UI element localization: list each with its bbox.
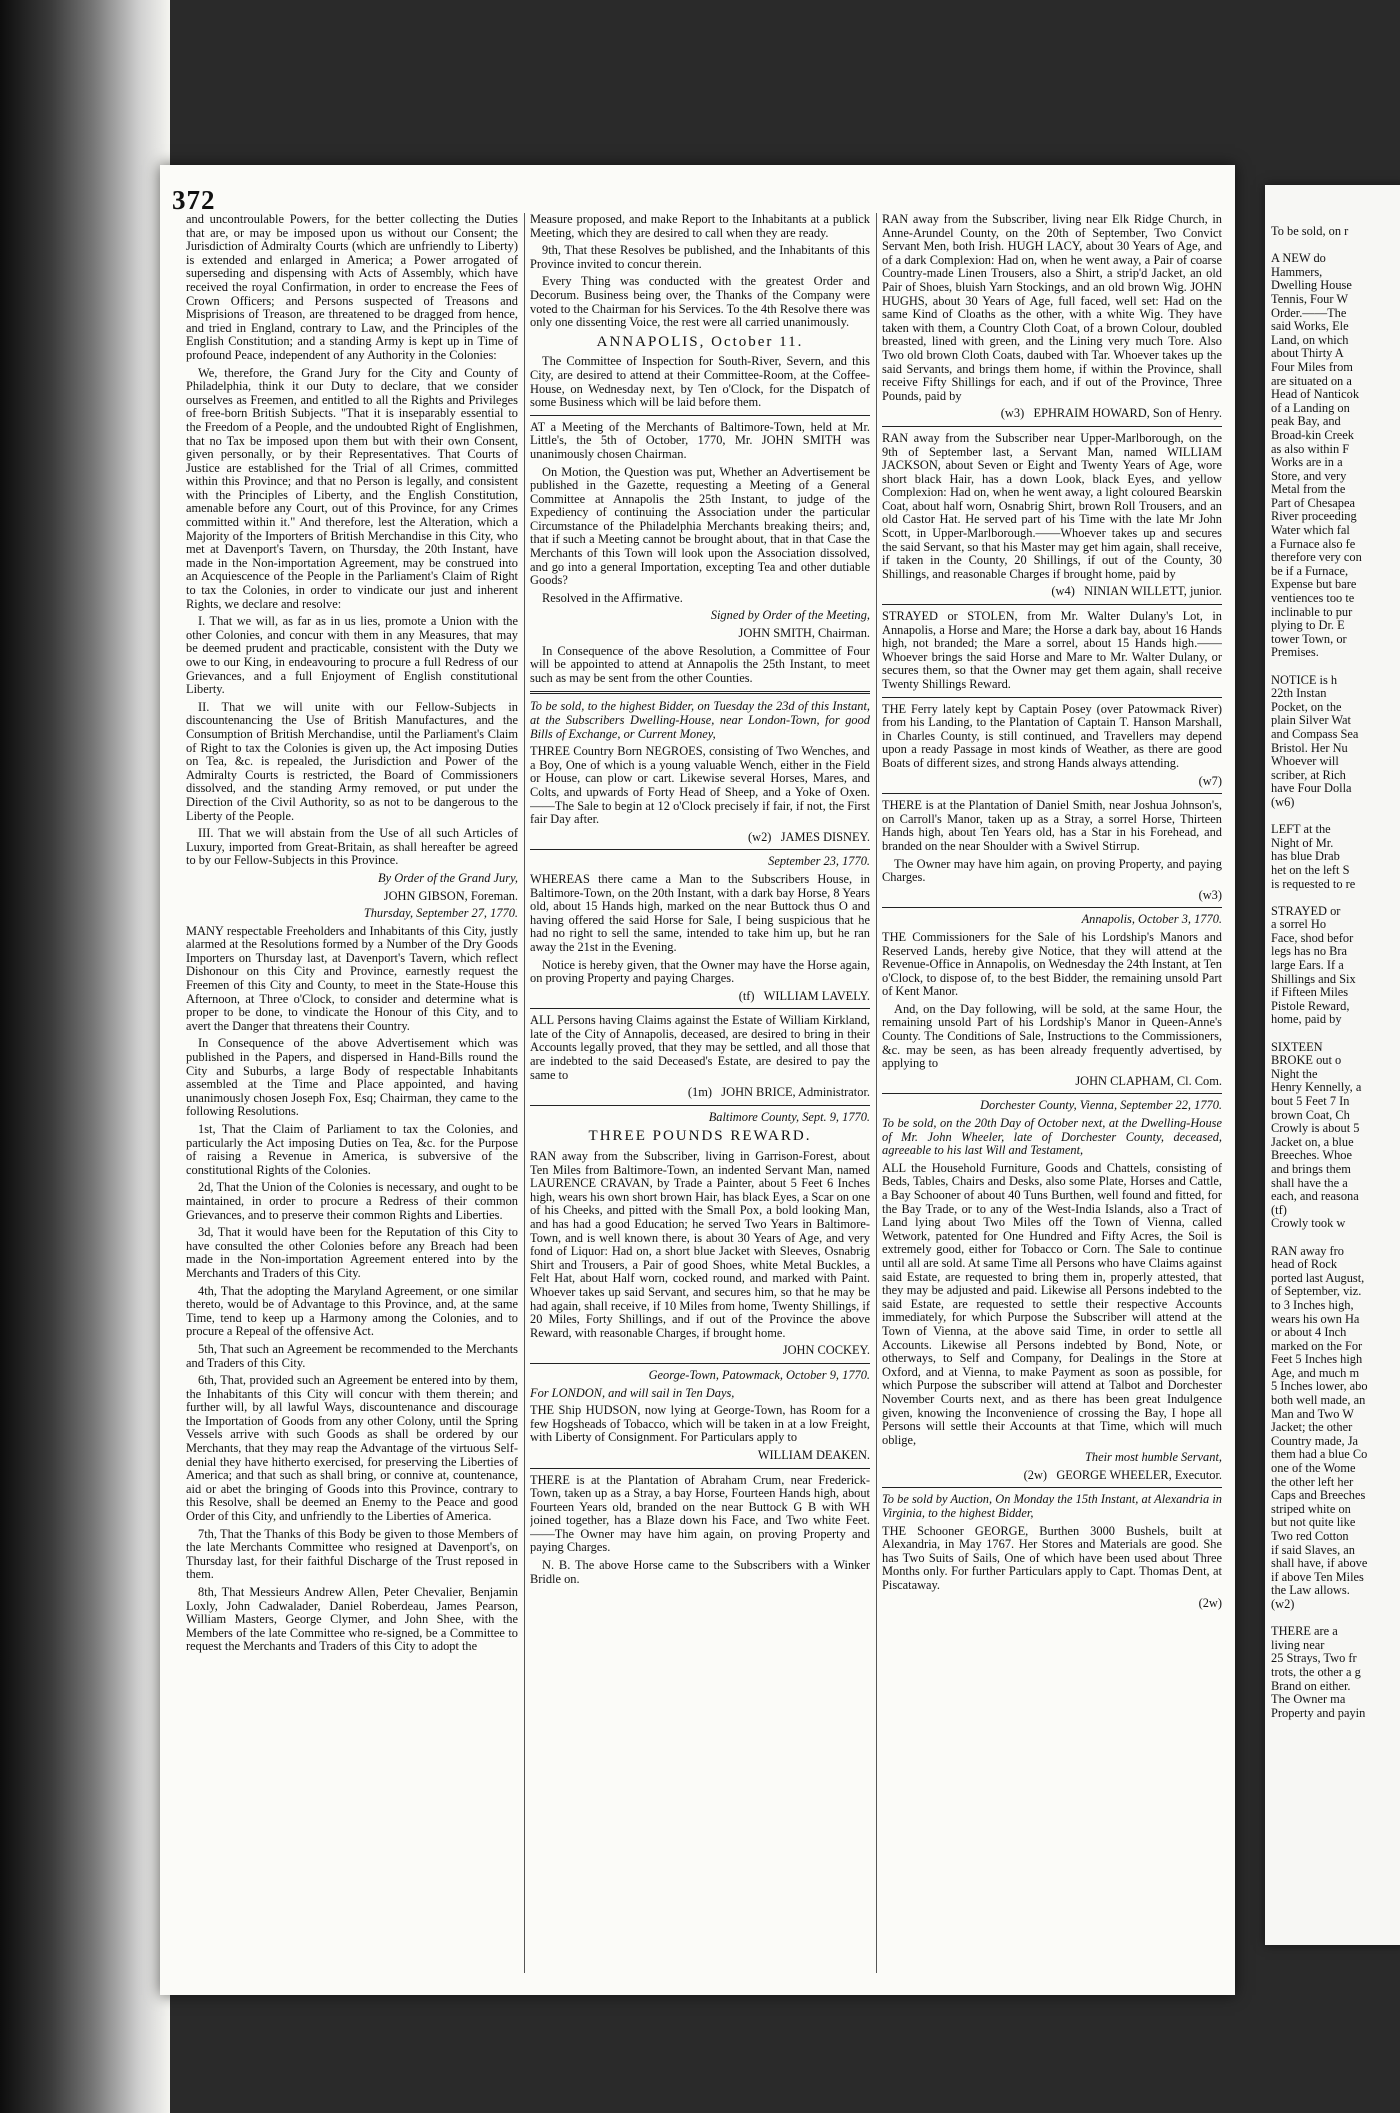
divider (882, 1093, 1222, 1094)
divider (530, 849, 870, 850)
edge-line: Dwelling House (1271, 279, 1352, 293)
resolution-2: 2d, That the Union of the Colonies is necessary, and ought to be maintained, in order to procure a Redress of their common Grievances, and to preserve their common Rights and Liberties. (186, 1180, 518, 1222)
edge-line: Shillings and Six (1271, 972, 1356, 986)
edge-line: RAN away fro (1271, 1244, 1344, 1258)
edge-line: Jacket on, a blue (1271, 1135, 1354, 1149)
adjacent-page-text (1271, 225, 1400, 1720)
motion: On Motion, the Question was put, Whether an Advertisement be published in the Gazette, requesting a Meeting of a General Committee at Annapolis the 25th Instant, to judge of the Expediency of continuing the Association under the particular Circumstance of the Philadelphia Merchants breaking theirs; and, that if such a Meeting cannot be brought about, that in that Case the Merchants of this Town will look upon the Association dissolved, and go into a general Importation, excepting Tea and other dutiable Goods? (530, 464, 870, 588)
edge-line: inclinable to pur (1271, 605, 1353, 619)
edge-line: Water which fal (1271, 524, 1350, 538)
edge-line: trots, the other a g (1271, 1665, 1361, 1679)
lavely-ad: WHEREAS there came a Man to the Subscribers House, in Baltimore-Town, on the 20th Instant, with a dark bay Horse, 8 Years old, about 15 Hands high, marked on the near Buttock thus O and having offered the said Horse for Sale, I being suspicious that he had no right to sell the same, intended to take him up, but he ran away the 21st in the Evening. (530, 871, 870, 954)
wheeler-ad: ALL the Household Furniture, Goods and Chattels, consisting of Beds, Tables, Chairs and Desks, also some Plate, Horses and Cattle, a Bay Schooner of about 40 Tuns Burthen, well found and fitted, for the Bay Trade, or to any of the West-India Islands, also a Tract of Land lying about Two Miles off the Town of Vienna, called Wetwork, patented for One Hundred and Fifty Acres, the Soil is extremely good, either for Tobacco or Corn. The Sale to continue until all are sold. At same Time all Persons who have Claims against said Estate, are requested to bring them in, properly attested, that they may be adjusted and paid. Likewise all Persons indebted to the said Estate, are requested to settle their respective Accounts immediately, for which Purpose the Subscriber will attend at the Town of Vienna, at the above said Time, in order to settle all Accounts. Likewise all Persons indebted by Bond, Note, or otherways, to Self and Company, for Dealings in the Store at Oxford, and at Vienna, to make Payment as soon as possible, for which Purpose the subscriber will attend at Talbot and Dorchester November Courts next, and as there has been great Indulgence given, knowing the Inconvenience of crossing the Bay, I hope all Persons will settle their Accounts at that Time, which will much oblige, (882, 1160, 1222, 1447)
edge-line: Pocket, on the (1271, 700, 1342, 714)
cockey-ad: RAN away from the Subscriber, living in Garrison-Forest, about Ten Miles from Baltimore-Town, an indented Servant Man, named LAURENCE CRAVAN, by Trade a Painter, about 5 Feet 6 Inches high, wears his own short brown Hair, has black Eyes, a Scar on one of his Cheeks, and pitted with the Small Pox, a bold looking Man, and has had a good Education; he served Two Years in Baltimore-Town, and is well known there, is about 30 Years of Age, and very fond of Liquor: Had on, a short blue Jacket with Sleeves, Osnabrig Shirt and Trousers, a Pair of good Shoes, white Metal Buckles, a Felt Hat, about Half worn, cocked round, and marked with Paint. Whoever takes up said Servant, and secures him, so that he may be had again, shall receive, if 10 Miles from home, Twenty Shillings, if 20 Miles, Forty Shillings, and if out of the Province the above Reward, with reasonable Charges, if brought home. (530, 1149, 870, 1340)
edge-line: 5 Inches lower, abo (1271, 1380, 1368, 1394)
edge-line: are situated on a (1271, 374, 1352, 388)
divider (882, 426, 1222, 427)
lavely-notice: Notice is hereby given, that the Owner may have the Horse again, on proving Property and paying Charges. (530, 957, 870, 986)
column-rule-1 (524, 213, 525, 1973)
edge-line: het on the left S (1271, 863, 1350, 877)
edge-line: 22th Instan (1271, 687, 1327, 701)
many-freeholders: MANY respectable Freeholders and Inhabitants of this City, justly alarmed at the Resolutions formed by a Number of the Dry Goods Importers on Thursday last, at Davenport's Tavern, which reflect Dishonour on this City and Province, earnestly request the Freemen of this City and County, to meet in the State-House this Afternoon, at Three o'Clock, to consider and determine what is proper to be done, to vindicate the Honour of this City, and to avert the Danger that threatens their Country. (186, 923, 518, 1033)
edge-line: Crowly is about 5 (1271, 1122, 1360, 1136)
edge-line: brown Coat, Ch (1271, 1108, 1350, 1122)
edge-line: have Four Dolla (1271, 782, 1352, 796)
order-line: By Order of the Grand Jury, (378, 870, 518, 885)
divider (530, 415, 870, 416)
negro-sale-ad: THREE Country Born NEGROES, consisting of Two Wenches, and a Boy, One of which is a young valuable Wench, either in the Field or House, can plow or cart. Likewise several Horses, Mares, and Colts, and upwards of Forty Head of Sheep, and a Yoke of Oxen.——The Sale to begin at 12 o'Clock precisely if fair, if not, the First fair Day after. (530, 744, 870, 827)
wheeler-header: To be sold, on the 20th Day of October next, at the Dwelling-House of Mr. John Wheeler, late of Dorchester County, deceased, agreeable to his last Will and Testament, (882, 1116, 1222, 1158)
edge-line: (tf) (1271, 1203, 1287, 1217)
edge-line: Expense but bare (1271, 578, 1357, 592)
wheeler-date: Dorchester County, Vienna, September 22, 1770. (980, 1098, 1222, 1113)
column-rule-2 (876, 213, 877, 1973)
edge-line: Metal from the (1271, 483, 1346, 497)
jury-intro: and uncontroulable Powers, for the better collecting the Duties that are, or may be imposed upon us without our Consent; the Jurisdiction of Admiralty Courts (which are unfriendly to Liberty) is extended and enlarged in America; a Power arrogated of superseding and dispensing with Acts of Assembly, which have received the royal Confirmation, in order to encrease the Fees of Crown Officers; and Persons suspected of Treasons and Misprisions of Treason, are threatened to be dragged from hence, and tried in England, contrary to Law, and the Principles of the English Constitution; and a standing Army is kept up in Time of profound Peace, independent of any Authority in the Colonies: (186, 213, 518, 362)
column-2 (530, 213, 870, 1983)
edge-line: To be sold, on r (1271, 225, 1349, 238)
edge-line: be if a Furnace, (1271, 564, 1349, 578)
edge-line: Broad-kin Creek (1271, 428, 1354, 442)
edge-line: Pistole Reward, (1271, 999, 1350, 1013)
edge-line: Country made, Ja (1271, 1434, 1359, 1448)
measure-continued: Measure proposed, and make Report to the Inhabitants at a publick Meeting, which they are desired to call when they are ready. (530, 213, 870, 240)
jury-declaration: We, therefore, the Grand Jury for the City and County of Philadelphia, think it our Duty to declare, that we consider ourselves as Freemen, and entitled to all the Rights and Privileges of free-born British Subjects. "That it is inseparably essential to the Freedom of a People, and the undoubted Right of Englishmen, that no Tax be imposed upon them but with their own Consent, given personally, or by their Representatives. That Courts of Justice are established for the Trial of all Crimes, committed within this Province; and that no Person is legally, and consistent with the Principles of Liberty, and the English Constitution, amenable before any Court, out of this Province, for any Crimes committed within it." And therefore, lest the Alteration, which a Majority of the Importers of British Merchandise in this City, who met at Davenport's Tavern, on Thursday, the 20th Instant, have made in the Non-importation Agreement, may be construed into an Acquiescence of the People in the Parliament's Claim of Right to tax the Colonies, in order to vindicate our just and inherent Rights, we declare and resolve: (186, 365, 518, 611)
edge-line: to 3 Inches high, (1271, 1298, 1354, 1312)
edge-line: ported last August, (1271, 1271, 1365, 1285)
edge-line: BROKE out o (1271, 1054, 1342, 1068)
edge-line: or about 4 Inch (1271, 1326, 1347, 1340)
divider (530, 1468, 870, 1469)
divider (882, 1487, 1222, 1488)
edge-line: them had a blue Co (1271, 1448, 1368, 1462)
wheeler-signature: (2w) GEORGE WHEELER, Executor. (1023, 1467, 1222, 1482)
dent-code: (2w) (1198, 1595, 1222, 1610)
howard-ad: RAN away from the Subscriber, living near Elk Ridge Church, in Anne-Arundel County, on the 20th of September, Two Convict Servant Men, both Irish. HUGH LACY, about 30 Years of Age, and of a dark Complexion: Had on, when he went away, a Pair of coarse Country-made Linen Trousers, also a Shirt, a strip'd Jacket, an old Pair of Shoes, bluish Yarn Stockings, and an old brown Wig. JOHN HUGHS, about 30 Years of Age, full faced, well set: Had on the same Kind of Cloaths as the other, with a white Wig. They have taken with them, a Country Cloth Coat, of a brown Colour, doubled breasted, lined with green, and the Lining very much Tore. Also Two old brown Cloth Coats, daubed with Tar. Whoever takes up the said Servants, and brings them home, if within the Province, shall receive Fifty Shillings for each, and if out of the Province, Three Pounds, paid by (882, 213, 1222, 403)
cockey-date: Baltimore County, Sept. 9, 1770. (708, 1109, 870, 1124)
resolution-9: 9th, That these Resolves be published, and the Inhabitants of this Province invited to concur therein. (530, 243, 870, 271)
brice-signature: (1m) JOHN BRICE, Administrator. (687, 1085, 870, 1100)
edge-line: of a Landing on (1271, 401, 1350, 415)
edge-line: (w2) (1271, 1597, 1295, 1611)
reward-heading: THREE POUNDS REWARD. (588, 1128, 812, 1145)
resolution-7: 7th, That the Thanks of this Body be given to those Members of the late Merchants Committee who resigned at Davenport's, on Thursday last, for their faithful Discharge of the Trust reposed in them. (186, 1526, 518, 1582)
smith-signature: JOHN SMITH, Chairman. (738, 626, 870, 641)
edge-line: marked on the For (1271, 1339, 1363, 1353)
crum-nb: N. B. The above Horse came to the Subscribers with a Winker Bridle on. (530, 1558, 870, 1586)
edge-line: and Compass Sea (1271, 727, 1359, 741)
divider (882, 793, 1222, 794)
merchants-meeting: AT a Meeting of the Merchants of Baltimore-Town, held at Mr. Little's, the 5th of October, 1770, Mr. JOHN SMITH was unanimously chosen Chairman. (530, 419, 870, 461)
edge-line: Hammers, (1271, 265, 1323, 279)
edge-line: Feet 5 Inches high (1271, 1353, 1363, 1367)
clapham-p2: And, on the Day following, will be sold, at the same Hour, the remaining unsold Part of his Lordship's Manor in Queen-Anne's County. The Conditions of Sale, Instructions to the Commissioners, &c. may be seen, as has been already frequently advertised, by applying to (882, 1001, 1222, 1071)
edge-line: Four Miles from (1271, 360, 1353, 374)
edge-line: as also within F (1271, 442, 1350, 456)
disney-signature: (w2) JAMES DISNEY. (748, 829, 870, 844)
edge-line: Henry Kennelly, a (1271, 1081, 1362, 1095)
dateline: Thursday, September 27, 1770. (363, 906, 518, 921)
clapham-ad: THE Commissioners for the Sale of his Lordship's Manors and Reserved Lands, hereby give Notice, that they will attend at the Revenue-Office in Annapolis, on Wednesday the 24th Instant, at Ten o'Clock, to dispose of, to the best Bidder, the remaining unsold Part of Kent Manor. (882, 929, 1222, 999)
page-number: 372 (172, 185, 216, 215)
howard-signature: (w3) EPHRAIM HOWARD, Son of Henry. (1000, 406, 1222, 421)
resolve-3: III. That we will abstain from the Use of all such Articles of Luxury, imported from Great-Britain, as shall hereafter be agreed to by our Fellow-Subjects in this Province. (186, 826, 518, 868)
edge-line: wears his own Ha (1271, 1312, 1360, 1326)
edge-line: ventiences too te (1271, 592, 1355, 606)
column-1 (186, 213, 518, 1983)
edge-line: Property and payin (1271, 1706, 1366, 1720)
lavely-date: September 23, 1770. (768, 854, 870, 869)
resolved: Resolved in the Affirmative. (542, 590, 683, 605)
negro-sale-header: To be sold, to the highest Bidder, on Tuesday the 23d of this Instant, at the Subscribers Dwelling-House, near London-Town, for good Bills of Exchange, or Current Money, (530, 699, 870, 741)
brice-ad: ALL Persons having Claims against the Estate of William Kirkland, late of the City of Annapolis, deceased, are desired to bring in their Accounts legally proved, that they may be settled, and all those that are indebted to the said Deceased's Estate, are desired to pay the same to (530, 1013, 870, 1082)
edge-line: plain Silver Wat (1271, 714, 1351, 728)
edge-line: Night the (1271, 1067, 1318, 1081)
edge-line: Brand on either. (1271, 1679, 1351, 1693)
annapolis-heading: ANNAPOLIS, October 11. (596, 333, 804, 350)
willett-ad: RAN away from the Subscriber near Upper-Marlborough, on the 9th of September last, a Servant Man, named WILLIAM JACKSON, about Seven or Eight and Twenty Years of Age, wore short black Hair, has a down Look, black Eyes, and yellow Complexion: Had on, when he went away, a light coloured Bearskin Coat, about half worn, Osnabrig Shirt, brown Roll Trousers, and an old Castor Hat. He served part of his Time with the late Mr John Scott, in Upper-Marlborough.——Whoever takes up and secures the said Servant, so that his Master may get him again, shall receive, if taken in the County, 20 Shillings, if out of the County, 30 Shillings, and reasonable Charges if brought home, paid by (882, 430, 1222, 581)
deaken-ad: THE Ship HUDSON, now lying at George-Town, has Room for a few Hogsheads of Tobacco, which will be taken in at a low Freight, with Liberty of Consignment. For Particulars apply to (530, 1403, 870, 1445)
edge-line: is requested to re (1271, 877, 1356, 891)
edge-line: both well made, an (1271, 1394, 1366, 1408)
edge-line: Head of Nanticok (1271, 388, 1360, 402)
edge-line: head of Rock (1271, 1258, 1338, 1272)
lavely-signature: (tf) WILLIAM LAVELY. (738, 988, 870, 1003)
edge-line: and brings them (1271, 1162, 1351, 1176)
edge-line: Store, and very (1271, 469, 1347, 483)
edge-line: Breeches. Whoe (1271, 1149, 1352, 1163)
edge-line: but not quite like (1271, 1516, 1356, 1530)
edge-line (1271, 660, 1400, 674)
edge-line: striped white on (1271, 1502, 1351, 1516)
edge-line: STRAYED or (1271, 904, 1341, 918)
edge-line: shall have, if above (1271, 1557, 1368, 1571)
dent-ad: THE Schooner GEORGE, Burthen 3000 Bushels, built at Alexandria, in May 1767. Her Stores and Materials are good. She has Two Suits of Sails, One of which have been used about Three Months only. For further Particulars apply to Capt. Thomas Dent, at Piscataway. (882, 1523, 1222, 1593)
edge-line: Premises. (1271, 646, 1319, 660)
edge-line: large Ears. If a (1271, 959, 1344, 973)
edge-line: said Works, Ele (1271, 320, 1349, 334)
edge-line: Man and Two W (1271, 1407, 1354, 1421)
edge-line: River proceeding (1271, 510, 1357, 524)
edge-line: the other left her (1271, 1475, 1354, 1489)
conducted-note: Every Thing was conducted with the greatest Order and Decorum. Business being over, the Thanks of the Company were voted to the Chairman for his Services. To the 4th Resolve there was only one dissenting Voice, the rest were all carried unanimously. (530, 274, 870, 330)
edge-line: The Owner ma (1271, 1693, 1346, 1707)
divider (530, 691, 870, 694)
edge-line: a Furnace also fe (1271, 537, 1356, 551)
clapham-signature: JOHN CLAPHAM, Cl. Com. (1075, 1073, 1222, 1088)
edge-line: SIXTEEN (1271, 1040, 1323, 1054)
edge-line: one of the Wome (1271, 1462, 1356, 1476)
willett-signature: (w4) NINIAN WILLETT, junior. (1051, 584, 1222, 599)
divider (530, 1008, 870, 1009)
edge-line: (w6) (1271, 795, 1295, 809)
deaken-signature: WILLIAM DEAKEN. (757, 1447, 870, 1462)
divider (882, 604, 1222, 605)
divider (882, 907, 1222, 908)
resolution-6: 6th, That, provided such an Agreement be entered into by them, the Inhabitants of this City will concur with them therein; and further will, by all lawful Ways, discountenance and discourage the Importation of Goods from any other Colony, until the Spring Vessels arrive with such Goods as shall be ordered by our Merchants, that they may reap the Advantage of the virtuous Self-denial they have hitherto exercised, for preserving the Liberties of America; and that such as shall bring, or connive at, countenance, aid or abet the bringing of Goods into this Province, contrary to this Resolve, shall be deemed an Enemy to the Peace and good Order of this City, and unfriendly to the Liberties of America. (186, 1373, 518, 1524)
dent-header: To be sold by Auction, On Monday the 15th Instant, at Alexandria in Virginia, to the highest Bidder, (882, 1492, 1222, 1521)
edge-line: about Thirty A (1271, 347, 1344, 361)
deaken-date: George-Town, Patowmack, October 9, 1770. (648, 1367, 870, 1382)
edge-line: Order.——The (1271, 306, 1347, 320)
book-spine-shadow (0, 0, 170, 2113)
edge-line: Bristol. Her Nu (1271, 741, 1348, 755)
edge-line: Two red Cotton (1271, 1530, 1349, 1543)
edge-line: A NEW do (1271, 252, 1326, 266)
divider (530, 1105, 870, 1106)
cockey-signature: JOHN COCKEY. (782, 1343, 870, 1358)
edge-line: shall have the a (1271, 1176, 1348, 1190)
edge-line: living near (1271, 1638, 1325, 1652)
edge-line: 25 Strays, Two fr (1271, 1652, 1357, 1666)
newspaper-page (160, 165, 1235, 1995)
edge-line: has blue Drab (1271, 850, 1340, 864)
strayed-ad: STRAYED or STOLEN, from Mr. Walter Dulany's Lot, in Annapolis, a Horse and Mare; the Horse a dark bay, about 16 Hands high, not branded; the Mare a sorrel, about 15 Hands high.——Whoever brings the said Horse and Mare to Mr. Walter Dulany, or secures them, so that the Owner may get them again, shall receive Twenty Shillings Reward. (882, 609, 1222, 691)
edge-line: Age, and much m (1271, 1366, 1360, 1380)
clapham-date: Annapolis, October 3, 1770. (1081, 912, 1222, 927)
resolution-8: 8th, That Messieurs Andrew Allen, Peter Chevalier, Benjamin Loxly, John Cadwalader, Daniel Roberdeau, James Pearson, William Masters, George Clymer, and John Shee, with the Members of the late Committee who re-signed, be a Committee to request the Merchants and Traders of this City to adopt the (186, 1585, 518, 1654)
edge-line (1271, 1231, 1400, 1245)
edge-line: THERE are a (1271, 1625, 1338, 1639)
edge-line: therefore very con (1271, 551, 1362, 565)
edge-line: Tennis, Four W (1271, 292, 1349, 306)
edge-line: if said Slaves, an (1271, 1543, 1355, 1557)
resolution-4: 4th, That the adopting the Maryland Agreement, or one similar thereto, would be of Advantage to this Province, and, at the same Time, tend to keep up a Harmony among the Colonies, and to procure a Repeal of the offensive Act. (186, 1283, 518, 1339)
edge-line (1271, 810, 1400, 824)
edge-line: the Law allows. (1271, 1584, 1350, 1598)
edge-line: legs has no Bra (1271, 945, 1348, 959)
resolution-3: 3d, That it would have been for the Reputation of this City to have consulted the other Colonies before any Breach had been made in the Non-importation Agreement entered into by the Merchants and Traders of this City. (186, 1225, 518, 1280)
wheeler-close: Their most humble Servant, (1085, 1450, 1222, 1465)
edge-line: each, and reasona (1271, 1190, 1359, 1204)
edge-line: if Fifteen Miles (1271, 986, 1349, 1000)
smith-code: (w3) (1198, 887, 1222, 902)
smith-stray-ad: THERE is at the Plantation of Daniel Smith, near Joshua Johnson's, on Carroll's Manor, taken up as a Stray, a sorrel Horse, Thirteen Hands high, about Ten Years old, has a Star in his Forehead, and branded on the near Shoulder with a Swivel Stirrup. (882, 798, 1222, 853)
adjacent-page-edge (1265, 185, 1400, 1945)
edge-line: Whoever will (1271, 755, 1339, 769)
edge-line: Face, shod befor (1271, 931, 1354, 945)
edge-line: tower Town, or (1271, 632, 1347, 646)
edge-line (1271, 239, 1400, 253)
foreman-signature: JOHN GIBSON, Foreman. (383, 888, 518, 903)
edge-line: Crowly took w (1271, 1217, 1346, 1231)
smith-notice: The Owner may have him again, on proving Property, and paying Charges. (882, 856, 1222, 885)
edge-line: peak Bay, and (1271, 415, 1341, 429)
resolution-1: 1st, That the Claim of Parliament to tax the Colonies, and particularly the Act imposing Duties on Tea, &c. for the Purpose of raising a Revenue in America, is subversive of the constitutional Rights of the Colonies. (186, 1122, 518, 1177)
ferry-ad: THE Ferry lately kept by Captain Posey (over Patowmack River) from his Landing, to the Plantation of Captain T. Hanson Marshall, in Charles County, is still continued, and Travellers may depend upon a ready Passage in most kinds of Weather, as there are good Boats of different sizes, and strong Hands always attending. (882, 701, 1222, 770)
edge-line (1271, 891, 1400, 905)
edge-line: home, paid by (1271, 1013, 1342, 1027)
edge-line: LEFT at the (1271, 823, 1331, 837)
divider (882, 697, 1222, 698)
resolve-1: I. That we will, as far as in us lies, promote a Union with the other Colonies, and concur with them in any Measures, that may be deemed prudent and practicable, consistent with the Duty we owe to our King, in endeavouring to procure a full Redress of our Grievances, and a full Enjoyment of English constitutional Liberty. (186, 614, 518, 697)
edge-line (1271, 1027, 1400, 1041)
edge-line: NOTICE is h (1271, 673, 1338, 687)
edge-line: Night of Mr. (1271, 836, 1334, 850)
edge-line: Land, on which (1271, 333, 1349, 347)
edge-line: Caps and Breeches (1271, 1489, 1366, 1503)
signed-order: Signed by Order of the Meeting, (710, 608, 870, 623)
consequence: In Consequence of the above Advertisement which was published in the Papers, and dispersed in Hand-Bills round the City and Suburbs, a large Body of respectable Inhabitants assembled at the Time and Place appointed, and having unanimously chosen Joseph Fox, Esq; Chairman, they came to the following Resolutions. (186, 1036, 518, 1119)
edge-line: Jacket; the other (1271, 1421, 1353, 1435)
edge-line: a sorrel Ho (1271, 918, 1327, 932)
committee-notice: The Committee of Inspection for South-River, Severn, and this City, are desired to attend at their Committee-Room, at the Coffee-House, on Wednesday next, by Ten o'Clock, for the Dispatch of some Business which will be laid before them. (530, 354, 870, 410)
deaken-header: For LONDON, and will sail in Ten Days, (530, 1385, 735, 1400)
edge-line: plying to Dr. E (1271, 619, 1345, 633)
column-3 (882, 213, 1222, 1983)
resolve-2: II. That we will unite with our Fellow-Subjects in discountenancing the Use of British Manufactures, and the Consumption of British Merchandise, until the Parliament's Claim of Right to tax the Colonies is given up, the Act imposing Duties on Tea, &c. is repealed, the Jurisdiction and Power of the Admiralty Courts is restricted, the Board of Commissioners dissolved, and the standing Army removed, or put under the Direction of the Civil Authority, so as not to be dangerous to the Liberty of the People. (186, 699, 518, 823)
edge-line: of September, viz. (1271, 1285, 1362, 1299)
divider (530, 1363, 870, 1364)
ferry-code: (w7) (1198, 773, 1222, 788)
edge-line: if above Ten Miles (1271, 1570, 1364, 1584)
edge-line (1271, 1612, 1400, 1626)
crum-ad: THERE is at the Plantation of Abraham Crum, near Frederick-Town, taken up as a Stray, a bay Horse, Fourteen Hands high, about Fourteen Years old, branded on the near Buttock G B with WH joined together, has a Blaze down his Face, and Two white Feet.——The Owner may have him again, on proving Property and paying Charges. (530, 1472, 870, 1555)
edge-line: bout 5 Feet 7 In (1271, 1095, 1350, 1108)
resolution-5: 5th, That such an Agreement be recommended to the Merchants and Traders of this City. (186, 1341, 518, 1370)
edge-line: Part of Chesapea (1271, 496, 1355, 510)
consequence-2: In Consequence of the above Resolution, a Committee of Four will be appointed to attend at Annapolis the 25th Instant, to meet such as may be sent from the other Counties. (530, 643, 870, 685)
edge-line: scriber, at Rich (1271, 768, 1346, 782)
edge-line: Works are in a (1271, 456, 1343, 470)
